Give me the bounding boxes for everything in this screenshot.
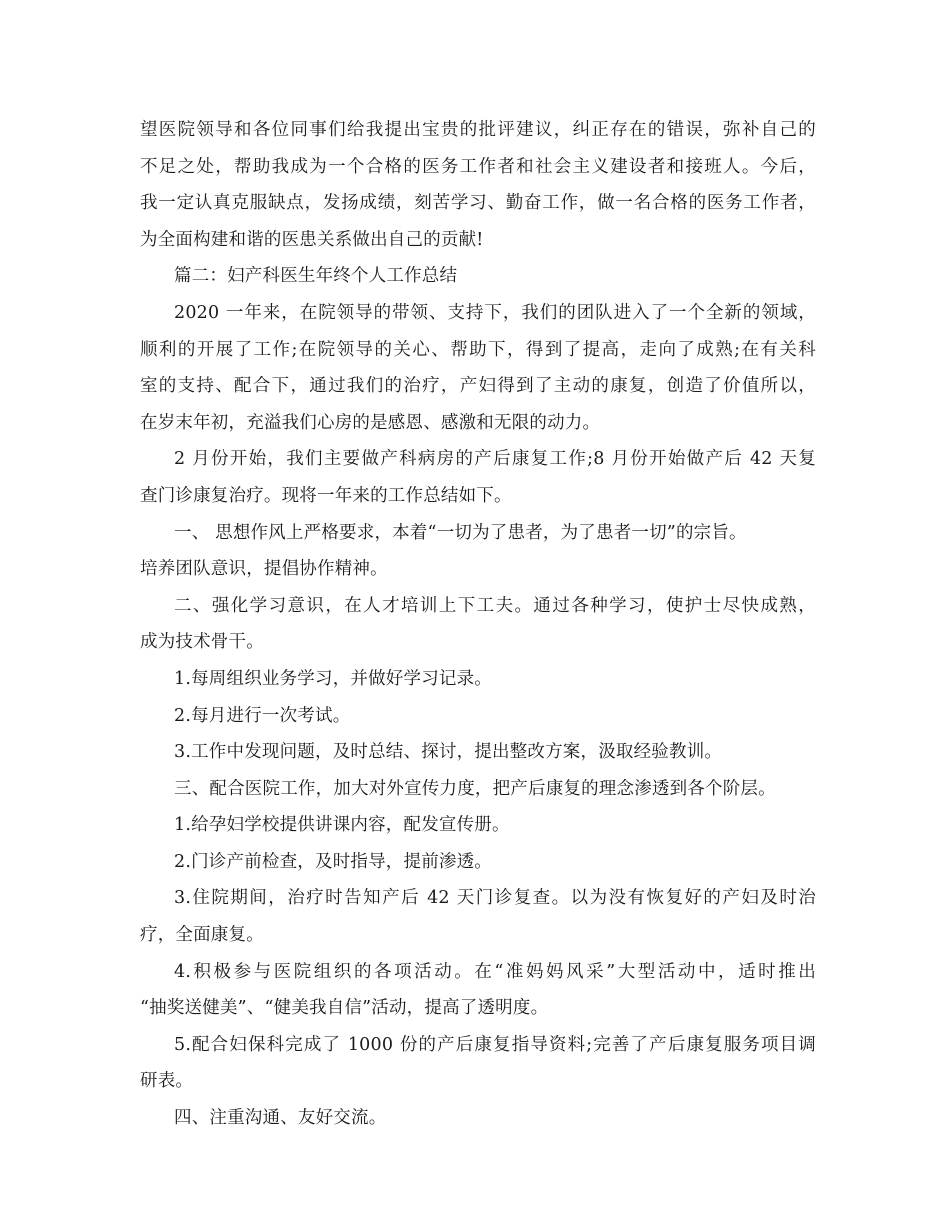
list-heading: 三、配合医院工作，加大对外宣传力度，把产后康复的理念渗透到各个阶层。 bbox=[174, 778, 776, 799]
document-body bbox=[140, 112, 816, 1137]
paragraph-line: 培养团队意识，提倡协作精神。 bbox=[140, 559, 388, 580]
paragraph-line: 室的支持、配合下，通过我们的治疗，产妇得到了主动的康复，创造了价值所以， bbox=[140, 376, 816, 397]
list-item: 5.配合妇保科完成了 1000 份的产后康复指导资料;完善了产后康复服务项目调 bbox=[174, 1034, 816, 1055]
list-item: 3.工作中发现问题，及时总结、探讨，提出整改方案，汲取经验教训。 bbox=[174, 742, 723, 763]
list-item: 2.门诊产前检查，及时指导，提前渗透。 bbox=[174, 851, 492, 872]
paragraph-line: 不足之处，帮助我成为一个合格的医务工作者和社会主义建设者和接班人。今后， bbox=[140, 156, 816, 177]
paragraph-line: “抽奖送健美”、“健美我自信”活动，提高了透明度。 bbox=[140, 998, 549, 1019]
list-item: 1.每周组织业务学习，并做好学习记录。 bbox=[174, 668, 492, 689]
list-item: 3.住院期间，治疗时告知产后 42 天门诊复查。以为没有恢复好的产妇及时治 bbox=[174, 888, 816, 909]
list-item: 4.积极参与医院组织的各项活动。在“准妈妈风采”大型活动中，适时推出 bbox=[174, 961, 816, 982]
paragraph-line: 查门诊康复治疗。现将一年来的工作总结如下。 bbox=[140, 485, 512, 506]
list-heading: 一、 思想作风上严格要求，本着“一切为了患者，为了患者一切”的宗旨。 bbox=[174, 522, 747, 543]
paragraph-line: 研表。 bbox=[140, 1071, 194, 1092]
list-item: 1.给孕妇学校提供讲课内容，配发宣传册。 bbox=[174, 815, 510, 836]
paragraph-line: 在岁末年初，充溢我们心房的是感恩、感激和无限的动力。 bbox=[140, 412, 601, 433]
paragraph-line: 望医院领导和各位同事们给我提出宝贵的批评建议，纠正存在的错误，弥补自己的 bbox=[140, 120, 816, 140]
paragraph-line: 为全面构建和谐的医患关系做出自己的贡献! bbox=[140, 229, 484, 250]
paragraph-line: 疗，全面康复。 bbox=[140, 925, 264, 946]
paragraph-line: 顺利的开展了工作;在院领导的关心、帮助下，得到了提高，走向了成熟;在有关科 bbox=[140, 339, 816, 360]
paragraph-line: 2020 一年来，在院领导的带领、支持下，我们的团队进入了一个全新的领域， bbox=[174, 302, 816, 323]
paragraph-line: 2 月份开始，我们主要做产科病房的产后康复工作;8 月份开始做产后 42 天复 bbox=[174, 449, 816, 470]
list-heading: 四、注重沟通、友好交流。 bbox=[174, 1108, 387, 1129]
list-item: 2.每月进行一次考试。 bbox=[174, 705, 351, 726]
paragraph-line: 我一定认真克服缺点，发扬成绩，刻苦学习、勤奋工作，做一名合格的医务工作者， bbox=[140, 193, 816, 214]
section-heading: 篇二：妇产科医生年终个人工作总结 bbox=[174, 266, 458, 287]
paragraph-line: 成为技术骨干。 bbox=[140, 632, 264, 653]
list-heading: 二、强化学习意识，在人才培训上下工夫。通过各种学习，使护士尽快成熟， bbox=[174, 595, 816, 616]
